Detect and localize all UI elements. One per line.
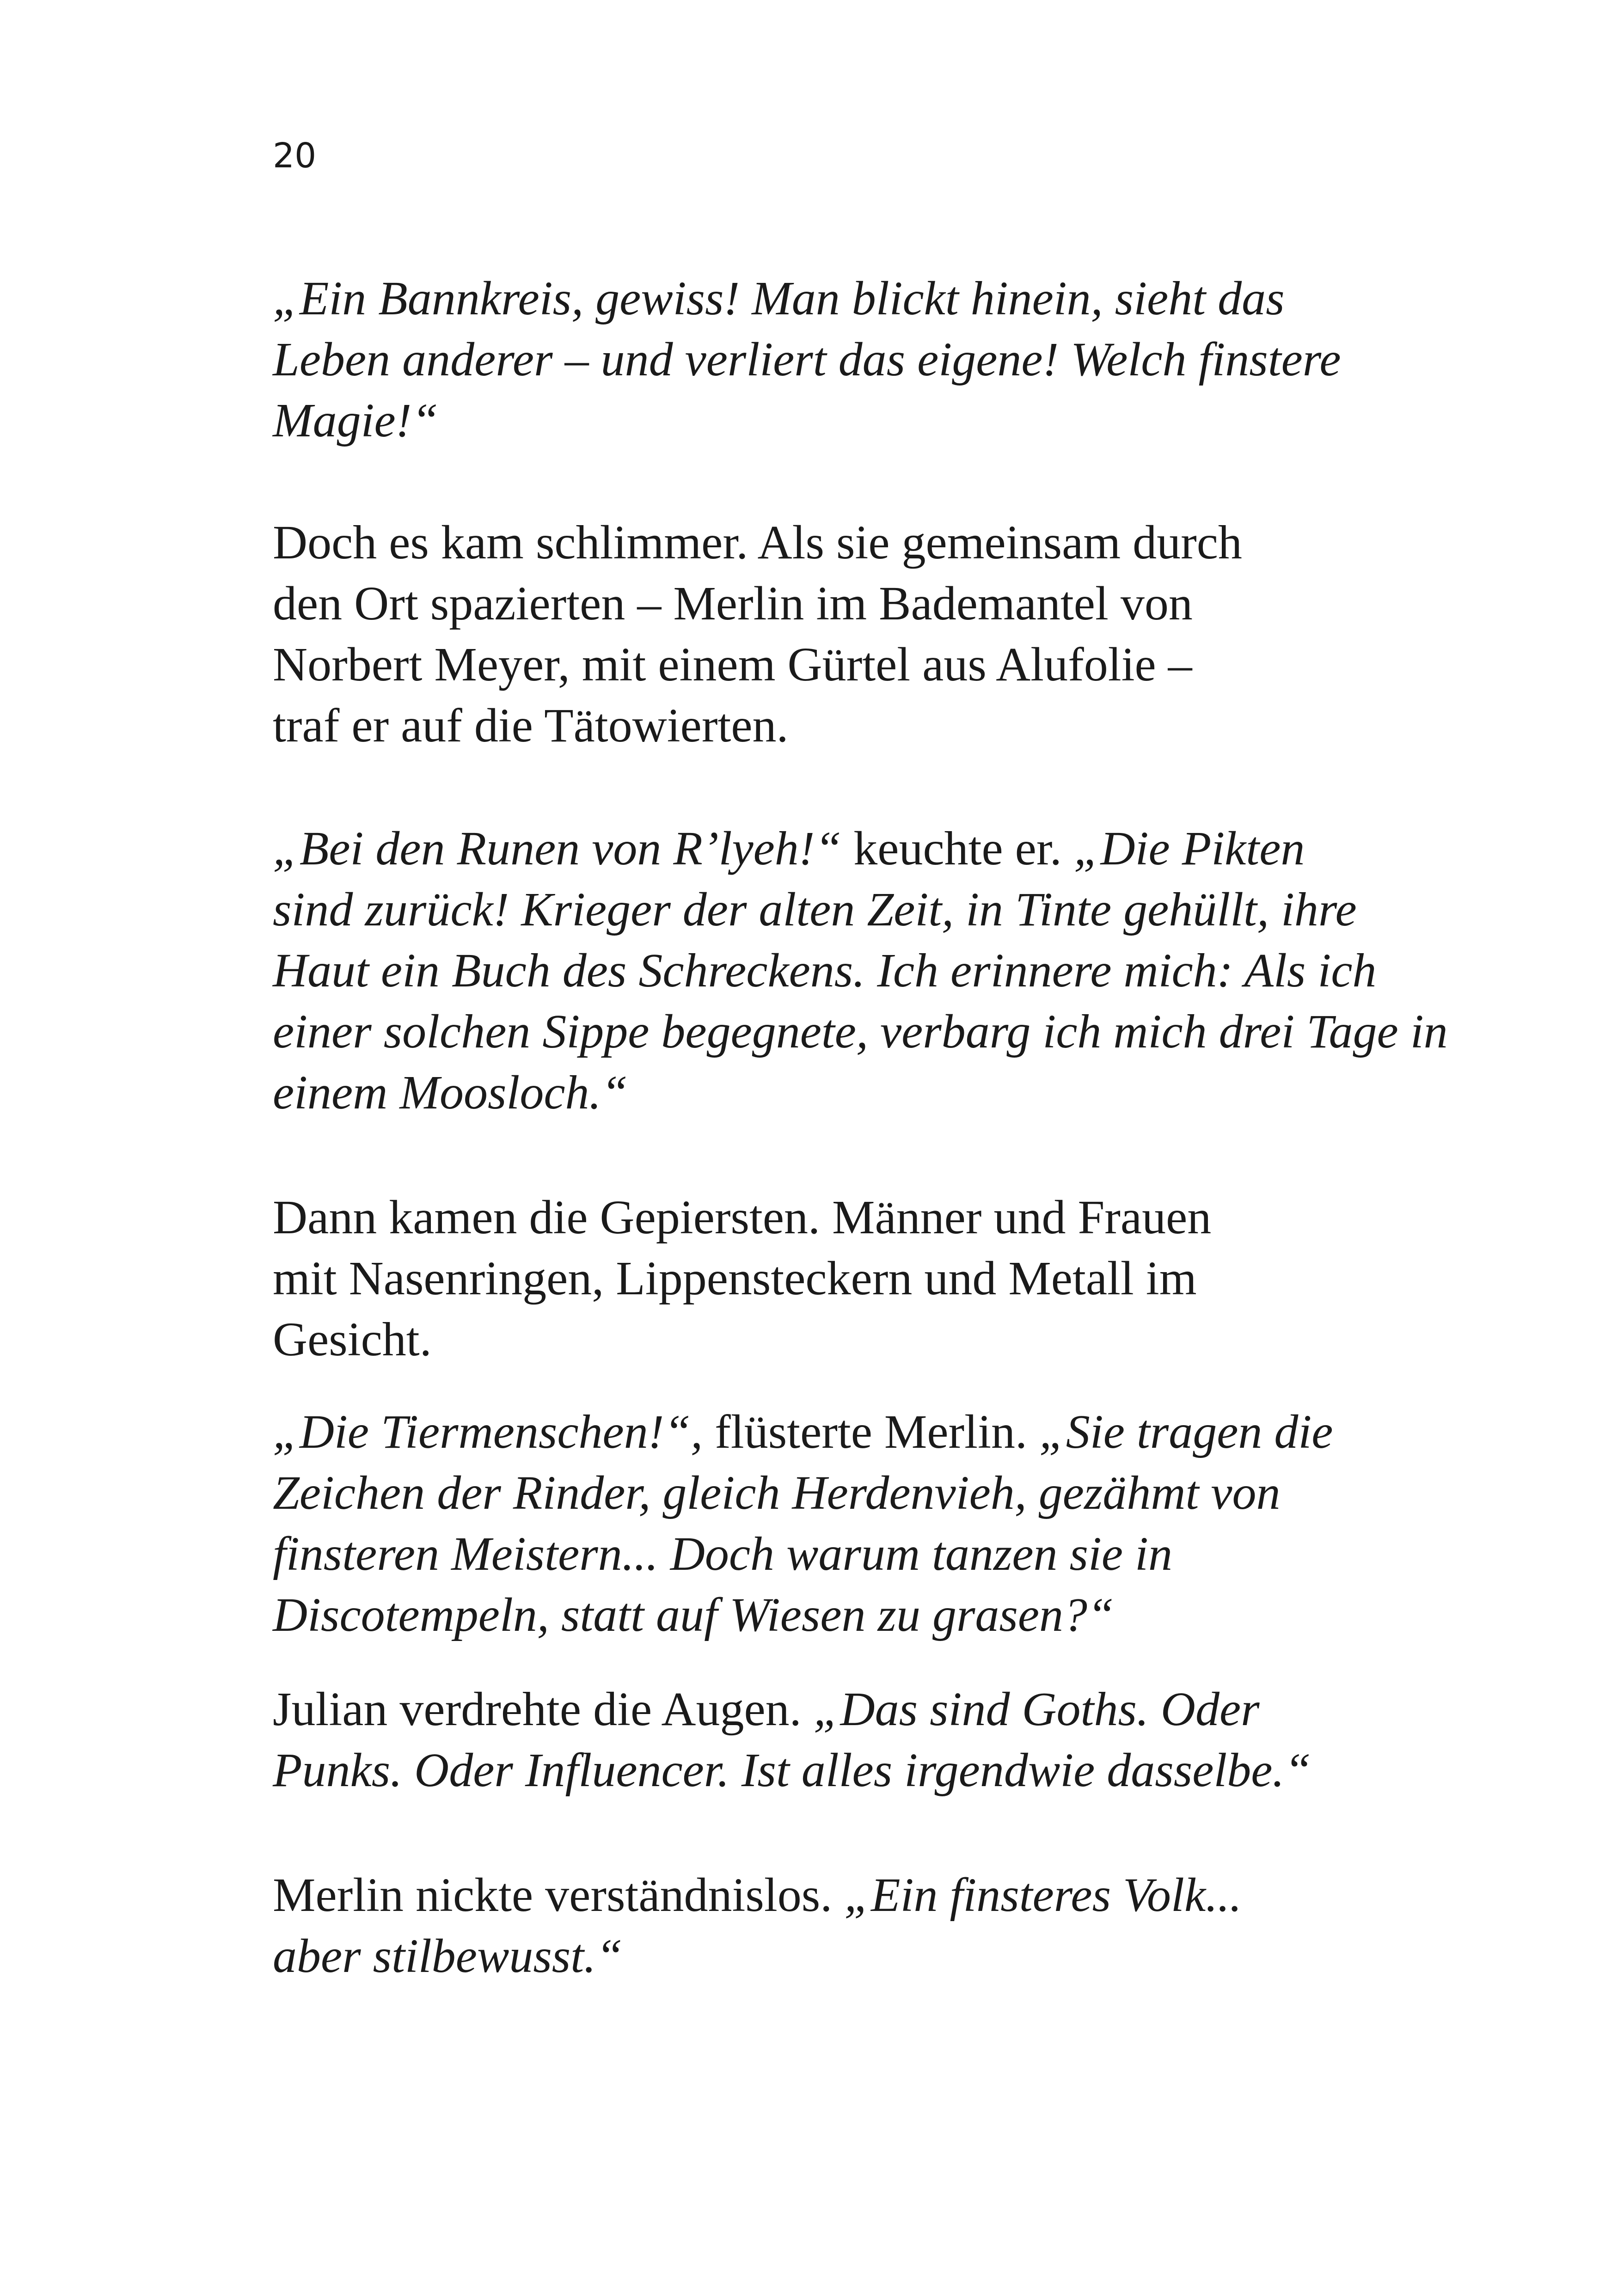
text-line [273,1865,1382,1926]
italic-segment: Magie!“ [273,394,439,447]
italic-segment: „Die Tiermenschen!“, [273,1405,703,1458]
italic-segment: „Ein Bannkreis, gewiss! Man blickt hinein, sieht das [273,272,1285,325]
roman-segment: Dann kamen die Gepiersten. Männer und Frauen [273,1191,1212,1244]
text-line [273,1309,1382,1370]
text-line [273,1062,1382,1123]
roman-segment: flüsterte Merlin. [703,1405,1039,1458]
text-line [273,818,1382,879]
text-line [273,1740,1382,1801]
roman-segment: keuchte er. [841,822,1074,875]
italic-segment: „Die Pikten [1073,822,1305,875]
roman-segment: traf er auf die Tätowierten. [273,699,789,752]
paragraph-3 [273,818,1448,1123]
italic-segment: Haut ein Buch des Schreckens. Ich erinnere mich: Als ich [273,944,1377,997]
text-line [273,634,1382,695]
italic-segment: einem Moosloch.“ [273,1066,628,1119]
text-line [273,1463,1382,1524]
text-line [273,390,1382,451]
text-line [273,329,1382,390]
text-line [273,268,1382,329]
italic-segment: Punks. Oder Influencer. Ist alles irgendwie dasselbe.“ [273,1744,1312,1797]
roman-segment: mit Nasenringen, Lippensteckern und Metall im [273,1252,1197,1305]
italic-segment: sind zurück! Krieger der alten Zeit, in Tinte gehüllt, ihre [273,883,1357,936]
italic-segment: aber stilbewusst.“ [273,1929,623,1983]
text-line [273,1524,1382,1585]
roman-segment: den Ort spazierten – Merlin im Bademantel von [273,577,1193,630]
italic-segment: Discotempeln, statt auf Wiesen zu grasen?“ [273,1588,1114,1641]
paragraph-6 [273,1679,1382,1801]
paragraph-5 [273,1402,1382,1646]
text-line [273,1001,1448,1062]
paragraph-1 [273,268,1382,451]
text-line [273,695,1382,756]
text-line [273,1187,1382,1248]
roman-segment: Doch es kam schlimmer. Als sie gemeinsam durch [273,516,1242,569]
text-line [273,1679,1382,1740]
text-line [273,940,1382,1001]
paragraph-2 [273,512,1382,756]
text-line [273,512,1382,573]
text-line [273,879,1382,940]
text-line [273,1402,1382,1463]
italic-segment: „Sie tragen die [1039,1405,1333,1458]
paragraph-7 [273,1865,1382,1987]
roman-segment: Norbert Meyer, mit einem Gürtel aus Alufolie – [273,638,1192,691]
italic-segment: „Das sind Goths. Oder [813,1683,1260,1736]
text-line [273,1926,1382,1987]
text-line [273,1585,1382,1646]
roman-segment: Julian verdrehte die Augen. [273,1683,814,1736]
italic-segment: Zeichen der Rinder, gleich Herdenvieh, gezähmt von [273,1466,1281,1519]
italic-segment: Leben anderer – und verliert das eigene! Welch finstere [273,333,1341,386]
italic-segment: „Ein finsteres Volk... [844,1868,1242,1922]
roman-segment: Merlin nickte verständnislos. [273,1868,845,1922]
text-line [273,1248,1382,1309]
italic-segment: finsteren Meistern... Doch warum tanzen sie in [273,1527,1172,1580]
italic-segment: „Bei den Runen von R’lyeh!“ [273,822,842,875]
italic-segment: einer solchen Sippe begegnete, verbarg ich mich drei Tage in [273,1005,1448,1058]
paragraph-4 [273,1187,1382,1370]
roman-segment: Gesicht. [273,1313,432,1366]
text-line [273,573,1382,634]
page-number: 20 [273,136,317,176]
